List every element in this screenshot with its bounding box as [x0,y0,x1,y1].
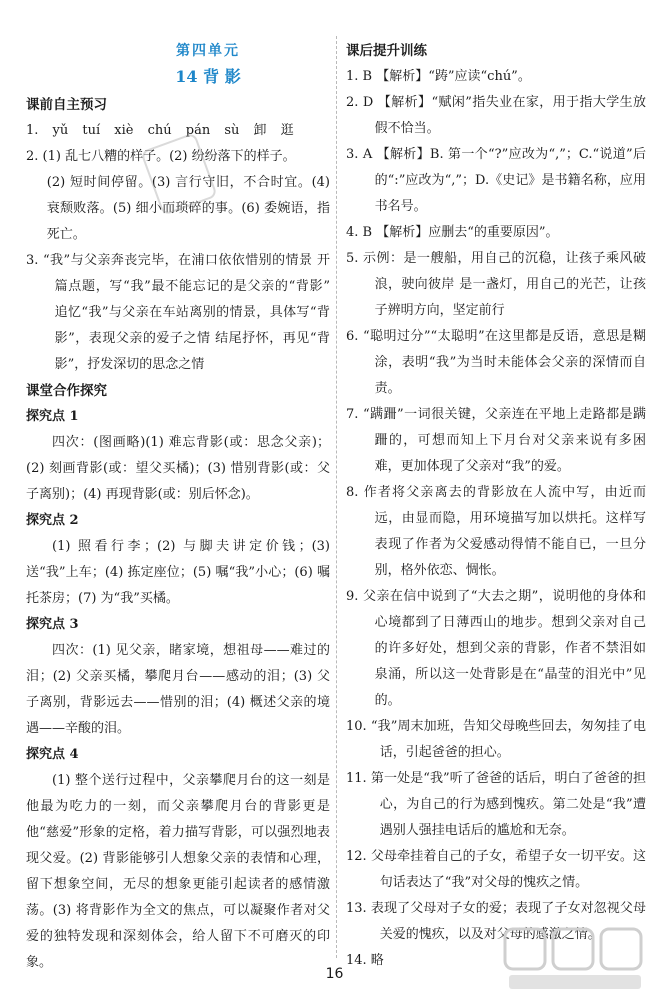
preview-item-3: 3. “我”与父亲奔丧完毕，在浦口依依惜别的情景 开篇点题，写“我”最不能忘记的是父亲的“背影” 追忆“我”与父亲在车站离别的情景，具体写“背影”，表现父亲的爱子之情 结尾抒怀，再见“背影”，抒发深切的思念之情 [26,253,330,372]
page-number: 16 [325,966,344,982]
answer-6: 6. “聪明过分”“太聪明”在这里都是反语，意思是糊涂，表明“我”为当时未能体会父亲的深情而自责。 [346,329,646,396]
preview-item-2-cont: (2) 短时间停留。(3) 言行守旧，不合时宜。(4) 衰颓败落。(5) 细小而琐碎的事。(6) 委婉语，指死亡。 [46,175,330,242]
answer-13: 13. 表现了父母对子女的爱；表现了子女对忽视父母关爱的愧疚，以及对父母的感激之情。 [346,901,646,942]
answer-1: 1. B 【解析】“踌”应读“chú”。 [346,69,531,84]
explore-point-3-text: 四次：(1) 见父亲，睹家境，想祖母——难过的泪；(2) 父亲买橘，攀爬月台——感动的泪；(3) 父子离别，背影远去——惜别的泪；(4) 概述父亲的境遇——辛酸的泪。 [26,643,330,736]
preview-item-2: 2. (1) 乱七八糟的样子。(2) 纷纷落下的样子。 [26,149,296,164]
explore-point-2-text: (1) 照看行李；(2) 与脚夫讲定价钱；(3) 送“我”上车；(4) 拣定座位；(5) 嘱“我”小心；(6) 嘱托茶房；(7) 为“我”买橘。 [26,539,330,606]
answer-2: 2. D 【解析】“赋闲”指失业在家，用于指大学生放假不恰当。 [346,95,646,136]
logo-watermark [501,923,651,993]
section-heading-exercises: 课后提升训练 [346,43,427,59]
right-column [346,38,646,974]
answer-7: 7. “蹒跚”一词很关键，父亲连在平地上走路都是蹒跚的，可想而知上下月台对父亲来说有多困难，更加体现了父亲对“我”的爱。 [346,407,646,474]
answer-3: 3. A 【解析】B. 第一个“?”应改为“,”；C.“说道”后的“:”应改为“,”；D.《史记》是书籍名称，应用书名号。 [346,147,646,214]
answer-8: 8. 作者将父亲离去的背影放在人流中写，由近而远，由显而隐，用环境描写加以烘托。这样写表现了作者为父爱感动得情不能自已，一旦分别，格外依恋、惆怅。 [346,485,646,578]
explore-point-1-title: 探究点 1 [26,409,79,424]
answer-12: 12. 父母牵挂着自己的子女，希望子女一切平安。这句话表达了“我”对父母的愧疚之情。 [346,849,646,890]
unit-title: 第四单元 [176,43,240,59]
explore-point-4-text: (1) 整个送行过程中，父亲攀爬月台的这一刻是他最为吃力的一刻，而父亲攀爬月台的背影更是他“慈爱”形象的定格，着力描写背影，可以强烈地表现父爱。(2) 背影能够引人想象父亲的表情和心理，留下想象空间，无尽的想象更能引起读者的感情激荡。(3) 将背影作为全文的焦点，可以凝聚作者对父爱的独特发现和深刻体会，给人留下不可磨灭的印象。 [26,773,330,970]
answer-14: 14. 略 [346,953,384,968]
answer-11: 11. 第一处是“我”听了爸爸的话后，明白了爸爸的担心，为自己的行为感到愧疚。第二处是“我”遭遇别人强挂电话后的尴尬和无奈。 [346,771,646,838]
answer-10: 10. “我”周末加班，告知父母晚些回去，匆匆挂了电话，引起爸爸的担心。 [346,719,646,760]
explore-point-1-text: 四次：(图画略)(1) 难忘背影(或：思念父亲)；(2) 刻画背影(或：望父买橘)；(3) 惜别背影(或：父子离别)；(4) 再现背影(或：别后怀念)。 [26,435,330,502]
explore-point-2-title: 探究点 2 [26,513,79,528]
answer-5: 5. 示例：是一艘船，用自己的沉稳，让孩子乘风破浪，驶向彼岸 是一盏灯，用自己的光芒，让孩子辨明方向，坚定前行 [346,251,646,318]
section-heading-preview: 课前自主预习 [26,97,107,113]
answer-9: 9. 父亲在信中说到了“大去之期”，说明他的身体和心境都到了日薄西山的地步。想到父亲对自己的许多好处，想到父亲的背影，作者不禁泪如泉涌，所以这一处背影是在“晶莹的泪光中”见的。 [346,589,646,708]
lesson-title: 14 背 影 [175,67,241,86]
explore-point-3-title: 探究点 3 [26,617,79,632]
preview-item-1: 1. yǔ tuí xiè chú pán sù 卸 逛 [26,123,294,138]
column-divider [336,36,337,958]
answer-4: 4. B 【解析】应删去“的重要原因”。 [346,225,559,240]
explore-point-4-title: 探究点 4 [26,747,79,762]
section-heading-explore: 课堂合作探究 [26,383,107,399]
